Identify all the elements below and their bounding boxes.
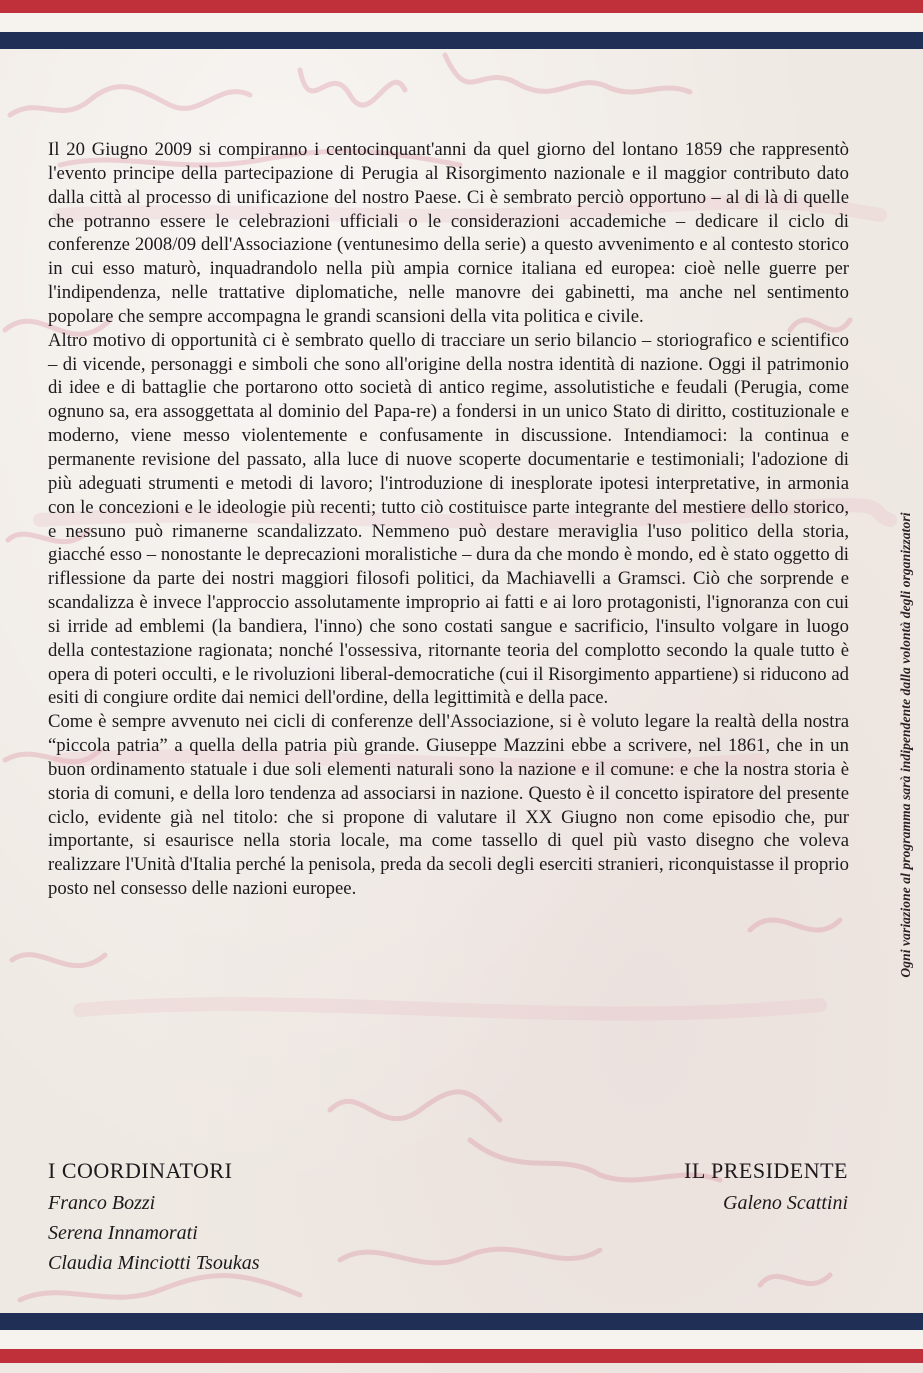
coordinator-name: Franco Bozzi xyxy=(48,1192,156,1214)
white-stripe xyxy=(0,13,923,32)
letter-body xyxy=(48,138,849,901)
president-name: Galeno Scattini xyxy=(723,1192,848,1214)
top-tricolor-band xyxy=(0,0,923,49)
coordinator-name: Serena Innamorati xyxy=(48,1222,198,1244)
blue-stripe xyxy=(0,32,923,49)
red-stripe xyxy=(0,1349,923,1363)
coordinator-name: Claudia Minciotti Tsoukas xyxy=(48,1252,260,1274)
red-stripe xyxy=(0,0,923,13)
paragraph-2: Altro motivo di opportunità ci è sembrato quello di tracciare un serio bilancio – storiografico e scientifico – di vicende, personaggi e simboli che sono all'origine della nostra identità di nazione. Oggi il patrimonio di idee e di battaglie che portarono otto società di antico regime, assolutistiche e feudali (Perugia, come ognuno sa, era assoggettata al dominio del Papa-re) a fondersi in un unico Stato di diritto, costituzionale e moderno, viene messo violentemente e confusamente in discussione. Intendiamoci: la continua e permanente revisione del passato, alla luce di nuove scoperte documentarie e testimoniali; l'adozione di più adeguati strumenti e metodi di lavoro; l'introduzione di inesplorate ipotesi interpretative, in armonia con le concezioni e le ideologie più recenti; tutto ciò costituisce parte integrante del mestiere dello storico, e nessuno può rimanerne scandalizzato. Nemmeno può destare meraviglia l'uso politico della storia, giacché esso – nonostante le deprecazioni moralistiche – dura da che mondo è mondo, ed è stato oggetto di riflessione da parte dei nostri maggiori filosofi politici, da Machiavelli a Gramsci. Ciò che sorprende e scandalizza è invece l'approccio assolutamente improprio ai fatti e ai loro protagonisti, l'ignoranza con cui si irride ad emblemi (la bandiera, l'inno) che sono costati sangue e sacrificio, l'insulto volgare in luogo della contestazione ragionata; nonché l'ossessiva, ritornante teoria del complotto secondo la quale tutto è opera di poteri occulti, e le rivoluzioni liberal-democratiche (cui il Risorgimento appartiene) si riducono ad esiti di congiure ordite dai nemici dell'ordine, della legittimità e della pace. xyxy=(48,329,849,709)
president-title: IL PRESIDENTE xyxy=(684,1158,848,1183)
paragraph-1: Il 20 Giugno 2009 si compiranno i centocinquant'anni da quel giorno del lontano 1859 che rappresentò l'evento principe della partecipazione di Perugia al Risorgimento nazionale e il maggior contributo dato dalla città al processo di unificazione del nostro Paese. Ci è sembrato perciò opportuno – al di là di quelle che potranno essere le celebrazioni ufficiali o le considerazioni accademiche – dedicare il ciclo di conferenze 2008/09 dell'Associazione (ventunesimo della serie) a questo avvenimento e al contesto storico in cui esso maturò, inquadrandolo nella più ampia cornice italiana ed europea: cioè nelle guerre per l'indipendenza, nelle trattative diplomatiche, nelle manovre dei gabinetti, ma anche nel sentimento popolare che sempre accompagna le grandi scansioni della vita politica e civile. xyxy=(48,139,849,327)
coordinators-title: I COORDINATORI xyxy=(48,1158,233,1183)
paragraph-3: Come è sempre avvenuto nei cicli di conferenze dell'Associazione, si è voluto legare la realtà della nostra “piccola patria” a quella della patria più grande. Giuseppe Mazzini ebbe a scrivere, nel 1861, che in un buon ordinamento statuale i due soli elementi naturali sono la nazione e il comune: e che la nostra storia è storia di comuni, e della loro tendenza ad associarsi in nazione. Questo è il concetto ispiratore del presente ciclo, evidente già nel titolo: che si propone di valutare il XX Giugno non come episodio che, pur importante, si esaurisce nella storia locale, ma come tassello di quel più vasto disegno che voleva realizzare l'Unità d'Italia perché la penisola, preda da secoli degli eserciti stranieri, riconquistasse il proprio posto nel consesso delle nazioni europee. xyxy=(48,711,849,900)
president-signature xyxy=(684,1158,848,1218)
bottom-tricolor-band xyxy=(0,1313,923,1363)
white-stripe xyxy=(0,1330,923,1349)
blue-stripe xyxy=(0,1313,923,1330)
side-disclaimer: Ogni variazione al programma sarà indipendente dalla volontà degli organizzatori xyxy=(898,512,913,978)
coordinators-signature xyxy=(48,1158,260,1278)
